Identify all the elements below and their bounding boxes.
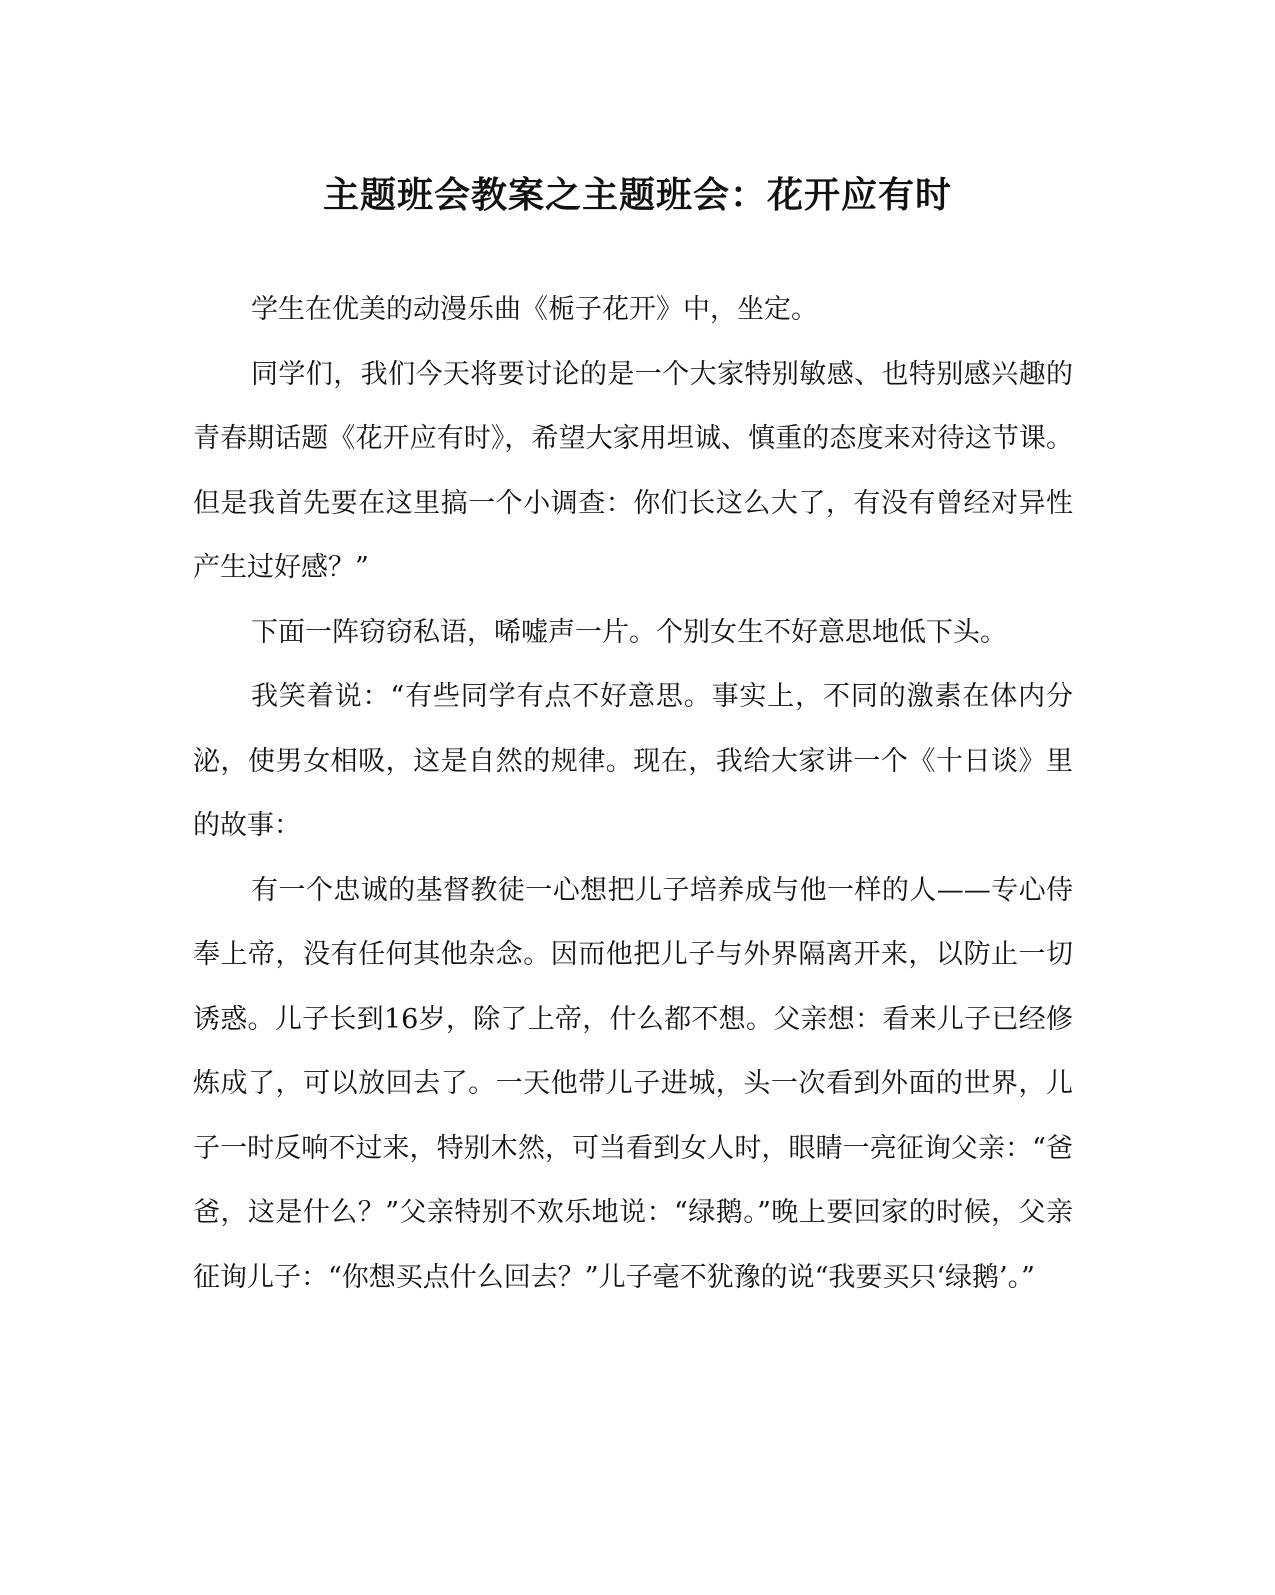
paragraph-teacher-explains: 我笑着说：“有些同学有点不好意思。事实上，不同的激素在体内分泌，使男女相吸，这是自然的规律。现在，我给大家讲一个《十日谈》里的故事： (193, 681, 1073, 841)
document-body (193, 278, 1073, 1310)
paragraph-intro: 学生在优美的动漫乐曲《栀子花开》中，坐定。 (251, 294, 818, 325)
paragraph-teacher-question: 同学们，我们今天将要讨论的是一个大家特别敏感、也特别感兴趣的青春期话题《花开应有时》，希望大家用坦诚、慎重的态度来对待这节课。但是我首先要在这里搞一个小调查：你们长这么大了，有没有曾经对异性产生过好感？” (193, 358, 1073, 583)
paragraph-class-reaction: 下面一阵窃窃私语，唏嘘声一片。个别女生不好意思地低下头。 (251, 616, 1007, 648)
document-title: 主题班会教案之主题班会：花开应有时 (322, 174, 952, 216)
paragraph-story: 有一个忠诚的基督教徒一心想把儿子培养成与他一样的人——专心侍奉上帝，没有任何其他杂念。因而他把儿子与外界隔离开来，以防止一切诱惑。儿子长到16岁，除了上帝，什么都不想。父亲想：看来儿子已经修炼成了，可以放回去了。一天他带儿子进城，头一次看到外面的世界，儿子一时反响不过来，特别木然，可当看到女人时，眼睛一亮征询父亲：“爸爸，这是什么？”父亲特别不欢乐地说：“绿鹅。”晚上要回家的时候，父亲征询儿子：“你想买点什么回去？”儿子毫不犹豫的说“我要买只‘绿鹅’。” (193, 874, 1073, 1293)
